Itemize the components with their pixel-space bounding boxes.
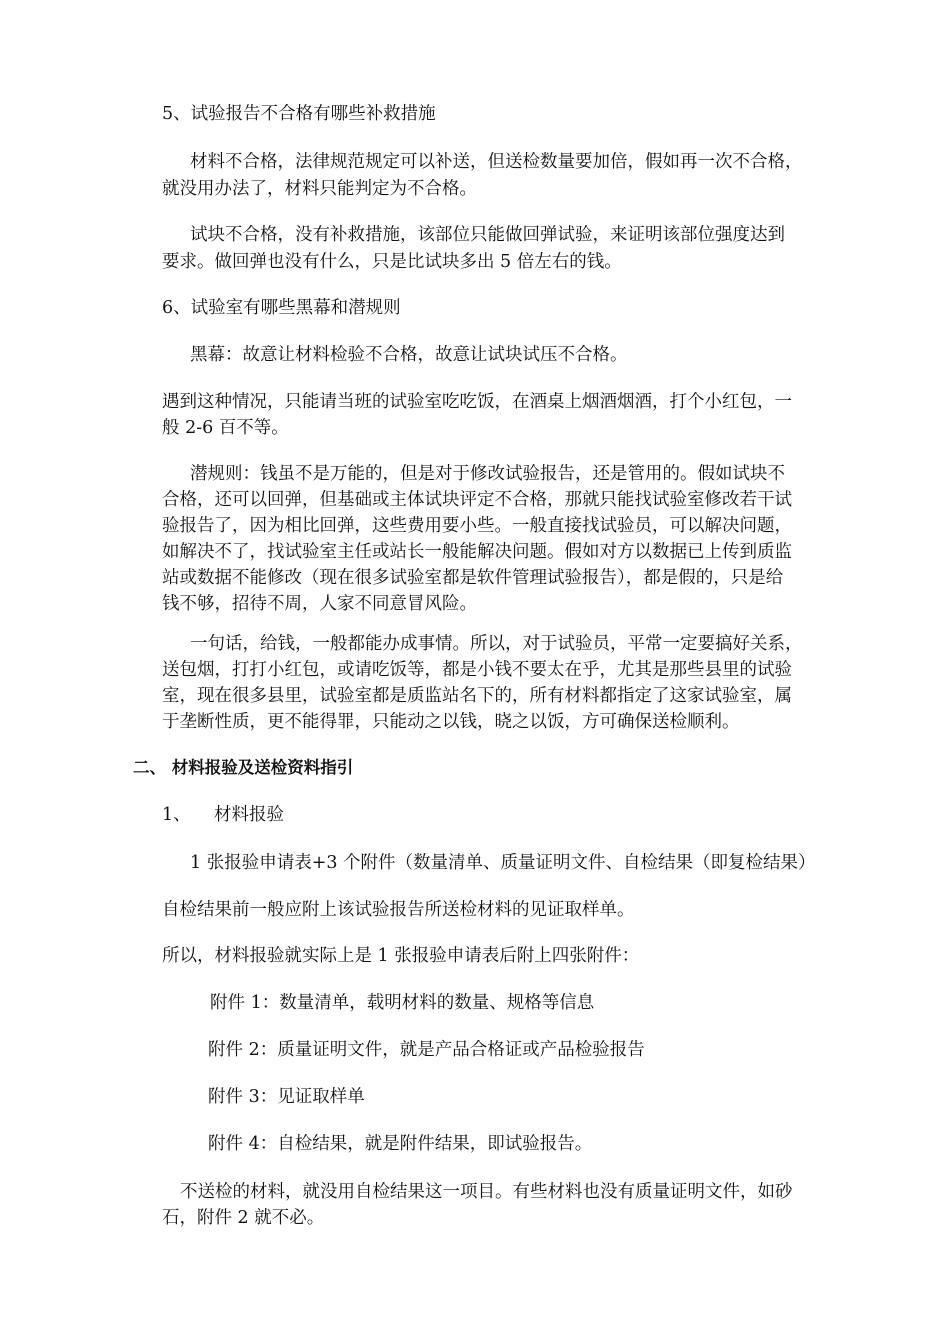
paragraph-line: 合格，还可以回弹，但基础或主体试块评定不合格，那就只能找试验室修改若干试	[162, 490, 792, 510]
attachment-item: 附件 4：自检结果，就是附件结果，即试验报告。	[208, 1134, 593, 1154]
paragraph-line: 要求。做回弹也没有什么，只是比试块多出 5 倍左右的钱。	[162, 252, 622, 272]
paragraph-line: 钱不够，招待不周，人家不同意冒风险。	[162, 594, 477, 614]
paragraph-line: 一句话，给钱，一般都能办成事情。所以，对于试验员，平常一定要搞好关系，	[190, 634, 803, 654]
section-two-heading: 二、 材料报验及送检资料指引	[133, 758, 354, 777]
paragraph-line: 就没用办法了，材料只能判定为不合格。	[162, 179, 477, 199]
section-6-heading: 6、试验室有哪些黑幕和潜规则	[162, 298, 401, 318]
section-5-heading: 5、试验报告不合格有哪些补救措施	[162, 104, 436, 124]
paragraph-line: 于垄断性质，更不能得罪，只能动之以钱，晓之以饭，方可确保送检顺利。	[162, 712, 740, 732]
paragraph-line: 试块不合格，没有补救措施，该部位只能做回弹试验，来证明该部位强度达到	[190, 225, 785, 245]
paragraph-line: 站或数据不能修改（现在很多试验室都是软件管理试验报告），都是假的，只是给	[162, 568, 784, 588]
attachment-item: 附件 2：质量证明文件，就是产品合格证或产品检验报告	[208, 1040, 645, 1060]
paragraph-line: 1 张报验申请表+3 个附件（数量清单、质量证明文件、自检结果（即复检结果）	[190, 853, 816, 873]
paragraph-line: 不送检的材料，就没用自检结果这一项目。有些材料也没有质量证明文件，如砂	[180, 1182, 793, 1202]
subsection-number: 1、	[162, 805, 191, 825]
paragraph-line: 般 2-6 百不等。	[162, 418, 289, 438]
paragraph-line: 黑幕：故意让材料检验不合格，故意让试块试压不合格。	[190, 345, 628, 365]
attachment-item: 附件 1：数量清单，载明材料的数量、规格等信息	[210, 993, 595, 1013]
subsection-title: 材料报验	[214, 805, 284, 825]
paragraph-line: 自检结果前一般应附上该试验报告所送检材料的见证取样单。	[162, 900, 635, 920]
attachment-item: 附件 3：见证取样单	[208, 1087, 365, 1107]
paragraph-line: 验报告了，因为相比回弹，这些费用要小些。一般直接找试验员，可以解决问题，	[162, 516, 792, 536]
paragraph-line: 材料不合格，法律规范规定可以补送，但送检数量要加倍，假如再一次不合格，	[190, 152, 803, 172]
paragraph-line: 遇到这种情况，只能请当班的试验室吃吃饭，在酒桌上烟酒烟酒，打个小红包，一	[162, 392, 792, 412]
paragraph-line: 石，附件 2 就不必。	[162, 1208, 325, 1228]
paragraph-line: 送包烟，打打小红包，或请吃饭等，都是小钱不要太在乎，尤其是那些县里的试验	[162, 660, 792, 680]
paragraph-line: 如解决不了，找试验室主任或站长一般能解决问题。假如对方以数据已上传到质监	[162, 542, 792, 562]
paragraph-line: 所以，材料报验就实际上是 1 张报验申请表后附上四张附件：	[162, 946, 640, 966]
paragraph-line: 潜规则：钱虽不是万能的，但是对于修改试验报告，还是管用的。假如试块不	[190, 464, 785, 484]
paragraph-line: 室，现在很多县里，试验室都是质监站名下的，所有材料都指定了这家试验室，属	[162, 686, 792, 706]
